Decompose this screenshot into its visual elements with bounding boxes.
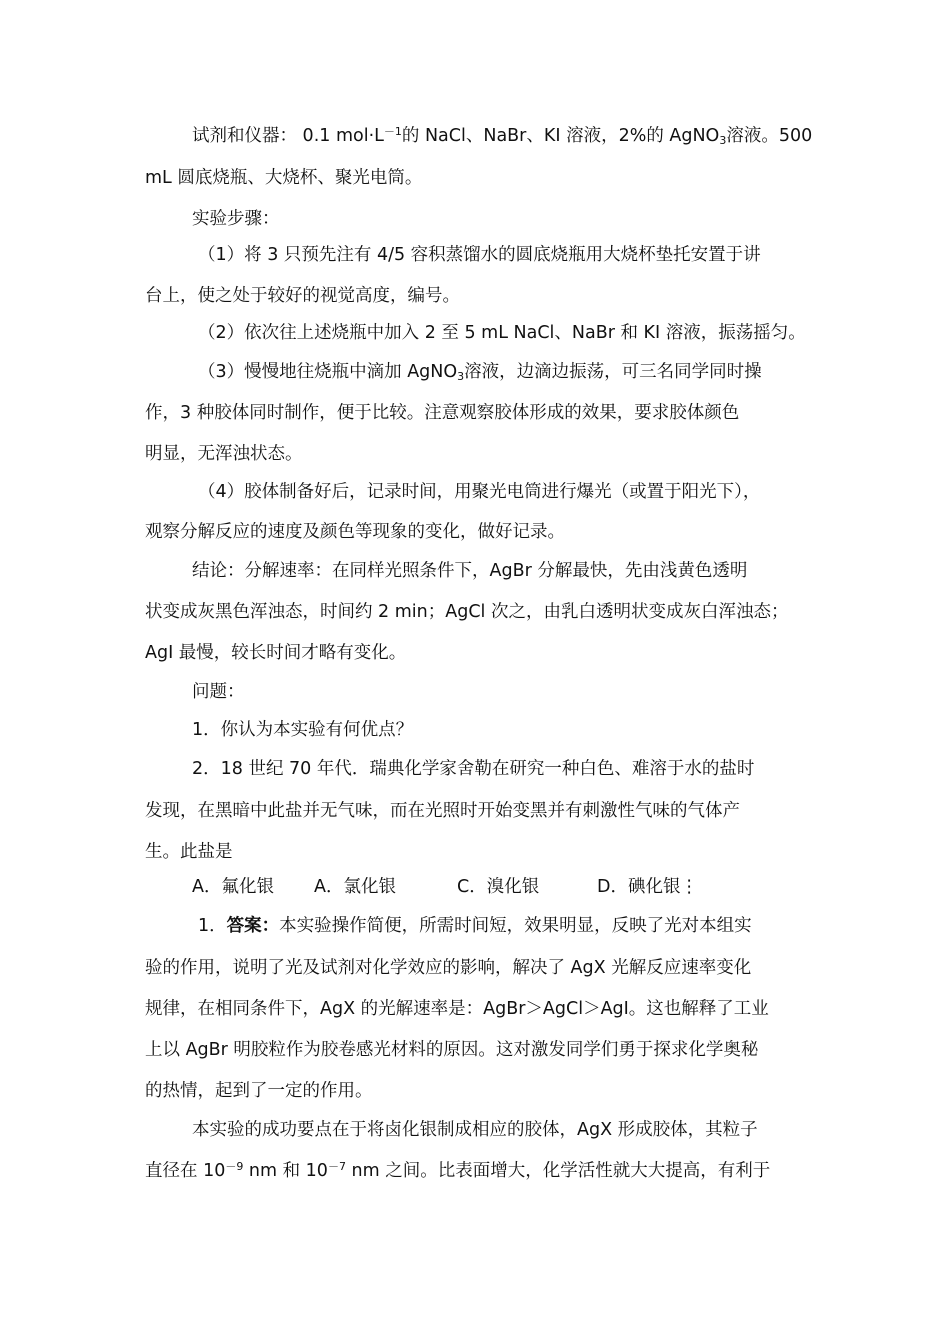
step-4-line-2: 观察分解反应的速度及颜色等现象的变化，做好记录。	[145, 522, 565, 542]
answer-label: 答案：	[226, 916, 280, 936]
step-4-line-1: （4）胶体制备好后，记录时间，用聚光电筒进行爆光（或置于阳光下），	[198, 482, 761, 502]
step-3-line-2: 作，3 种胶体同时制作，便于比较。注意观察胶体形成的效果，要求胶体颜色	[145, 403, 740, 423]
question-2-line-1: 2．18 世纪 70 年代．瑞典化学家舍勒在研究一种白色、难溶于水的盐时	[192, 759, 755, 779]
questions-heading: 问题：	[192, 682, 245, 702]
step-2: （2）依次往上述烧瓶中加入 2 至 5 mL NaCl、NaBr 和 KI 溶液，振荡摇匀。	[198, 323, 806, 343]
answer-line-4: 上以 AgBr 明胶粒作为胶卷感光材料的原因。这对激发同学们勇于探求化学奥秘	[145, 1040, 759, 1060]
answer-line-3: 规律，在相同条件下，AgX 的光解速率是：AgBr＞AgCl＞AgI。这也解释了工业	[145, 999, 769, 1019]
question-2-line-3: 生。此盐是	[145, 842, 233, 862]
step-3-line-3: 明显，无浑浊状态。	[145, 444, 303, 464]
conclusion-line-3: AgI 最慢，较长时间才略有变化。	[145, 643, 407, 663]
answer-line-2: 验的作用，说明了光及试剂对化学效应的影响，解决了 AgX 光解反应速率变化	[145, 958, 752, 978]
option-a-fluoride: A．氟化银	[192, 877, 274, 897]
question-2-line-2: 发现，在黑暗中此盐并无气味，而在光照时开始变黑并有刺激性气味的气体产	[145, 801, 740, 821]
question-1: 1．你认为本实验有何优点？	[192, 720, 414, 740]
step-1-line-1: （1）将 3 只预先注有 4/5 容积蒸馏水的圆底烧瓶用大烧杯垫托安置于讲	[198, 245, 761, 265]
answer-para2-line-1: 本实验的成功要点在于将卤化银制成相应的胶体，AgX 形成胶体，其粒子	[192, 1120, 758, 1140]
step-1-line-2: 台上，使之处于较好的视觉高度，编号。	[145, 286, 460, 306]
option-d-iodide: D．碘化银⋮	[597, 877, 698, 897]
answer-line-5: 的热情，起到了一定的作用。	[145, 1081, 373, 1101]
option-a-chloride: A．氯化银	[314, 877, 396, 897]
reagents-line-2: mL 圆底烧瓶、大烧杯、聚光电筒。	[145, 168, 423, 188]
answer-para2-line-2: 直径在 $10^{-9}$ nm 和 $10^{-7}$ nm 之间。比表面增大，化学活性就大大提高，有利于	[145, 1160, 771, 1181]
conclusion-line-2: 状变成灰黑色浑浊态，时间约 2 min；AgCl 次之，由乳白透明状变成灰白浑浊态；	[145, 602, 789, 622]
answer-line-1: 1．答案：本实验操作简便，所需时间短，效果明显，反映了光对本组实	[198, 916, 752, 936]
steps-heading: 实验步骤：	[192, 209, 280, 229]
conclusion-line-1: 结论：分解速率：在同样光照条件下，AgBr 分解最快，先由浅黄色透明	[192, 561, 748, 581]
reagents-line-1: 试剂和仪器： 0.1 $mol\cdot L^{-1}$的 NaCl、NaBr、KI 溶液，2%的 AgNO$_3$溶液。500	[192, 125, 813, 147]
step-3-line-1: （3）慢慢地往烧瓶中滴加 AgNO$_3$溶液，边滴边振荡，可三名同学同时操	[198, 362, 762, 383]
option-c-bromide: C．溴化银	[457, 877, 540, 897]
